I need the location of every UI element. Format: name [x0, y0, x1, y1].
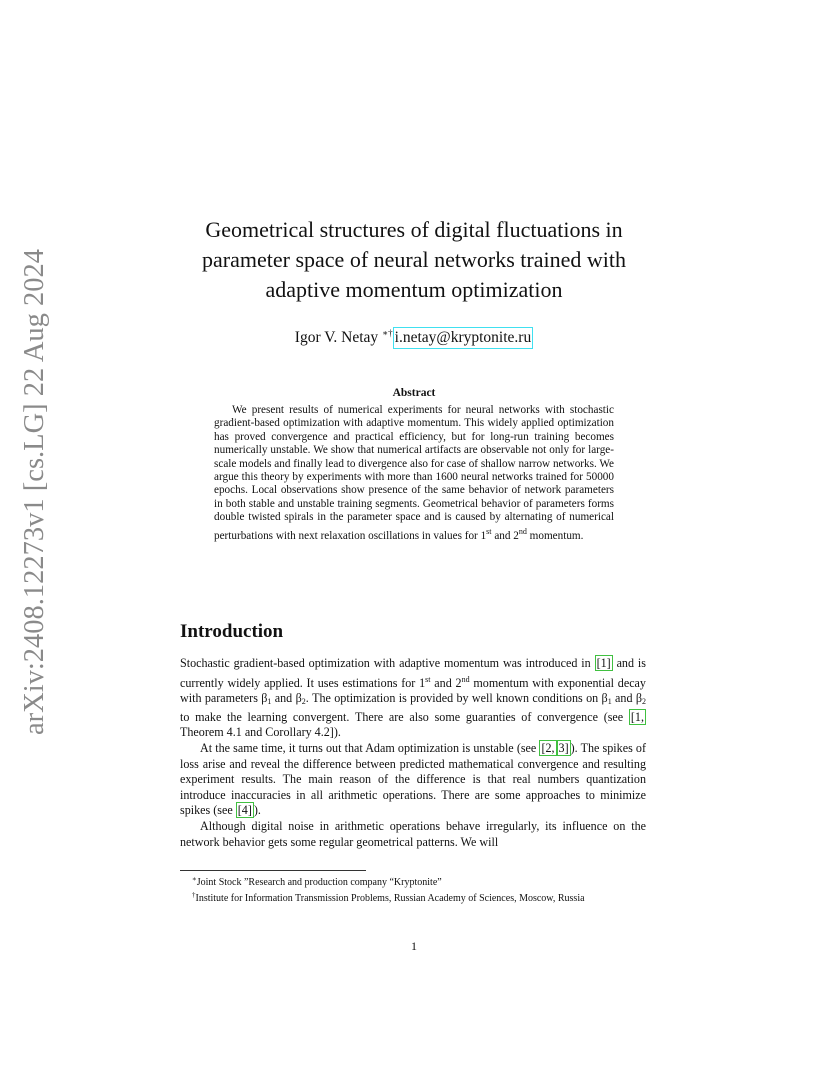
intro-paragraph-1	[180, 656, 646, 741]
p1-sub-3: 1	[607, 697, 612, 707]
p2-text-a: At the same time, it turns out that Adam optimization is unstable (see	[200, 740, 540, 755]
abstract-text-part-1: We present results of numerical experiments for neural networks with stochastic gradient-based optimization with adaptive momentum. This widely applied optimization has proved convergence and practical efficiency, but for long-run training becomes numerically unstable. We show that numerical artifacts are observable not only for large-scale models and finally lead to divergence also for case of shallow narrow networks. We argue this theory by experiments with more than 1600 neural networks trained for 50000 epochs. Local observations show presence of the same behavior of network parameters in both stable and unstable training segments. Geometrical behavior of parameters forms double twisted spirals in the parameter space and is caused by alternating of numerical perturbations with next relaxation oscillations in values for 1	[214, 404, 614, 542]
footnote-1	[180, 873, 646, 889]
citation-link-2[interactable]: [2,	[541, 740, 555, 755]
p1-text-a: Stochastic gradient-based optimization with adaptive momentum was introduced in	[180, 656, 595, 670]
arxiv-identifier-stamp: arXiv:2408.12273v1 [cs.LG] 22 Aug 2024	[19, 248, 50, 735]
p1-text-c: and 2	[430, 675, 462, 690]
title-line-3: adaptive momentum optimization	[265, 277, 563, 302]
p1-sub-2: 2	[301, 697, 306, 707]
abstract-sup-st: st	[486, 526, 492, 536]
citation-link-3[interactable]: 3]	[558, 740, 569, 755]
p1-text-f: . The optimization is provided by well known conditions on β	[305, 691, 608, 706]
intro-paragraph-3: Although digital noise in arithmetic operations behave irregularly, its influence on the network behavior gets some regular geometrical patterns. We will	[180, 818, 646, 849]
footnote-2	[180, 889, 646, 905]
footnote-1-text: Joint Stock ”Research and production company “Kryptonite”	[196, 877, 442, 888]
author-footnote-marks: ∗†	[382, 328, 393, 338]
footnote-1-mark: ∗	[192, 875, 197, 883]
citation-link-1-theorem[interactable]: [1,	[630, 709, 644, 724]
p2-text-b: ). The spikes of loss arise and reveal the difference between predicted mathematical convergence and resulting experiment results. The main reason of the difference is that real numbers quantization introduce inaccuracies in all arithmetic operations. There are some approaches to minimize spikes (see	[180, 740, 646, 818]
footnotes	[180, 873, 646, 906]
citation-link-1[interactable]: [1]	[596, 656, 611, 670]
p2-text-c: ).	[253, 803, 261, 818]
author-email-link[interactable]: i.netay@kryptonite.ru	[393, 327, 534, 349]
abstract-heading: Abstract	[392, 387, 436, 399]
author-name: Igor V. Netay	[294, 329, 383, 346]
p1-sup-nd: nd	[461, 674, 470, 684]
page-number: 1	[411, 939, 417, 953]
abstract-text-part-2: and 2	[491, 529, 519, 542]
footnote-2-text: Institute for Information Transmission Problems, Russian Academy of Sciences, Moscow, Russia	[195, 893, 585, 905]
abstract-sup-nd: nd	[518, 526, 527, 536]
p1-sub-4: 2	[642, 697, 646, 707]
p1-text-e: and β	[271, 691, 302, 706]
intro-paragraph-2	[180, 741, 646, 819]
p1-text-d: momentum with exponential decay with parameters β	[180, 675, 646, 706]
paper-title	[150, 215, 678, 305]
p1-text-b: and is currently widely applied. It uses estimations for 1	[180, 656, 646, 690]
introduction-heading: Introduction	[180, 621, 284, 642]
title-line-2: parameter space of neural networks trained with	[202, 247, 626, 272]
p1-sup-st: st	[425, 674, 431, 684]
p1-text-i: Theorem 4.1 and Corollary 4.2]).	[180, 725, 341, 740]
title-line-1: Geometrical structures of digital fluctuations in	[205, 217, 623, 242]
author-line	[150, 320, 678, 351]
citation-link-4[interactable]: [4]	[237, 803, 252, 818]
footnote-2-mark: †	[192, 891, 196, 900]
introduction-body	[180, 656, 646, 850]
footnote-divider	[180, 870, 366, 871]
abstract-text-part-3: momentum.	[526, 529, 584, 542]
abstract-text	[214, 404, 614, 543]
p1-text-h: to make the learning convergent. There are also some guaranties of convergence (see	[180, 709, 629, 724]
p1-text-g: and β	[611, 691, 642, 706]
p1-sub-1: 1	[267, 697, 272, 707]
